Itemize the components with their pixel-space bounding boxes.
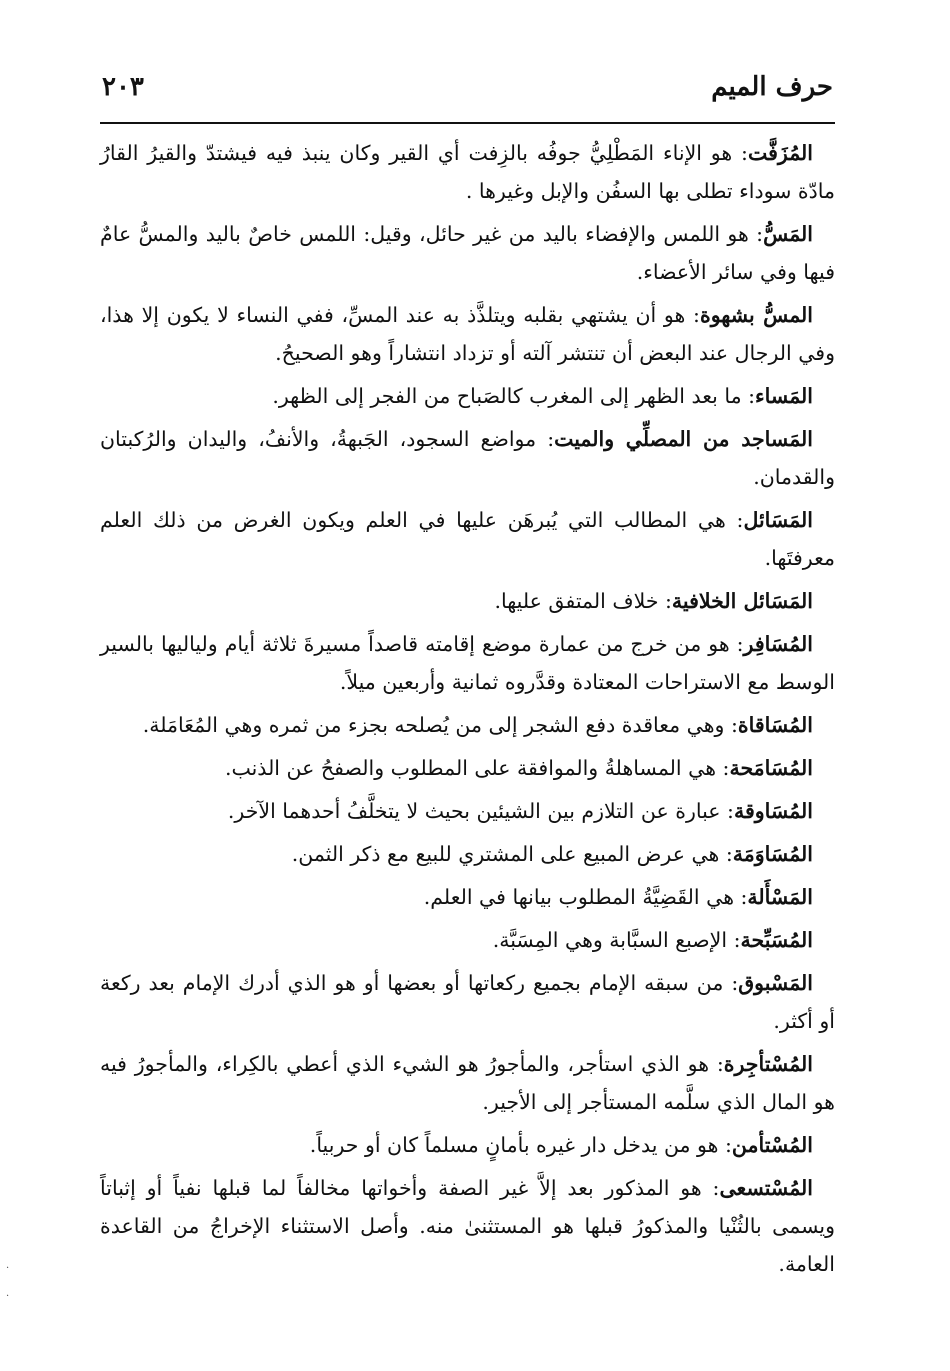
entry-definition: : خلاف المتفق عليها.: [494, 589, 672, 613]
page-header: [100, 72, 835, 124]
entry-definition: : هو المذكور بعد إلاَّ غير الصفة وأخواتها مخالفاً لما قبلها نفياً أو إثباتاً ويسمى بالثُنْيا والمذكورُ قبلها هو المستثنىٰ منه. وأصل الاستثناء الإخراجُ من القاعدة العامة.: [100, 1176, 835, 1276]
entry-term: المَسْأَلة: [747, 885, 813, 909]
entry-term: المَسَائل الخلافية: [671, 589, 813, 613]
entry-definition: : هو اللمس والإفضاء باليد من غير حائل، وقيل: اللمس خاصٌ باليد والمسُّ عامٌ فيها وفي سائر الأعضاء.: [100, 222, 835, 284]
dictionary-entry: [100, 501, 835, 577]
dictionary-entry: [100, 134, 835, 210]
dictionary-entry: [100, 582, 835, 620]
entry-definition: : ما بعد الظهر إلى المغرب كالصَباح من الفجر إلى الظهر.: [272, 384, 756, 408]
entry-term: المُسَبِّحة: [740, 928, 813, 952]
entry-term: المَسُّ: [763, 222, 813, 246]
entry-definition: : هو من يدخل دار غيره بأمانٍ مسلماً كان أو حربياً.: [309, 1133, 732, 1157]
entry-term: المُسْتأمن: [731, 1133, 813, 1157]
entry-term: المَساجد من المصلِّي والميت: [554, 427, 813, 451]
dictionary-entry: [100, 215, 835, 291]
entry-term: المُسَامَحة: [729, 756, 813, 780]
entry-definition: : هو أن يشتهي بقلبه ويتلذَّذ به عند المسِّ، ففي النساء لا يكون إلا هذا، وفي الرجال عند البعض أن تنتشر آلته أو تزداد انتشاراً وهو الصحيحُ.: [100, 303, 835, 365]
entry-term: المَسَائل: [743, 508, 813, 532]
dictionary-entry: [100, 420, 835, 496]
chapter-title: حرف الميم: [711, 72, 833, 102]
entry-definition: : هي المطالب التي يُبرهَن عليها في العلم ويكون الغرض من ذلك العلم معرفتَها.: [100, 508, 835, 570]
scan-edge-marks: [6, 1255, 9, 1311]
document-page: [100, 72, 835, 1288]
dictionary-entry: [100, 964, 835, 1040]
entry-definition: : هو الذي استأجر، والمأجورُ هو الشيء الذي أعطي بالكِراء، والمأجورُ فيه هو المال الذي سلَّمه المستأجر إلى الأجير.: [100, 1052, 835, 1114]
dictionary-entry: [100, 625, 835, 701]
entry-definition: : هو الإناء المَطْلِيُّ جوفُه بالزِفت أي القير وكان ينبذ فيه فيشتدّ والقيرُ القارُ مادّة سوداء تطلى بها السفُن والإبل وغيرها .: [100, 141, 835, 203]
entry-term: المُسَاوقة: [733, 799, 813, 823]
entry-term: المَساء: [755, 384, 813, 408]
entry-definition: : مواضع السجود، الجَبهةُ، والأنفُ، واليدان والرُكبتان والقدمان.: [100, 427, 835, 489]
entry-definition: : وهي معاقدة دفع الشجر إلى من يُصلحه بجزء من ثمره وهي المُعَامَلة.: [142, 713, 738, 737]
entry-term: المُزَفَّت: [747, 141, 813, 165]
entry-definition: : هي عرض المبيع على المشتري للبيع مع ذكر الثمن.: [291, 842, 733, 866]
dictionary-entry: [100, 377, 835, 415]
page-number: ٢٠٣: [102, 72, 144, 102]
entry-definition: : عبارة عن التلازم بين الشيئين بحيث لا يتخلَّفُ أحدهما الآخر.: [227, 799, 734, 823]
dictionary-entry: [100, 296, 835, 372]
entry-definition: : هي القَضِيَّةُ المطلوب بيانها في العلم.: [423, 885, 748, 909]
entry-term: المُسَافِر: [743, 632, 813, 656]
dictionary-entry: [100, 792, 835, 830]
entry-term: المُسَاوَمَة: [732, 842, 813, 866]
dictionary-entry: [100, 921, 835, 959]
entry-definition: : هو من خرج من عمارة موضع إقامته قاصداً مسيرةَ ثلاثة أيام ولياليها بالسير الوسط مع الاستراحات المعتادة وقدَّروه ثمانية وأربعين ميلاً.: [100, 632, 835, 694]
dictionary-entry: [100, 1126, 835, 1164]
dictionary-entry: [100, 1045, 835, 1121]
scan-dot: ·: [6, 1263, 10, 1274]
scan-dot: ·: [6, 1291, 10, 1302]
dictionary-entry: [100, 706, 835, 744]
dictionary-entry: [100, 1169, 835, 1283]
entry-term: المُسَاقاة: [737, 713, 813, 737]
dictionary-entry: [100, 878, 835, 916]
entry-term: المسُّ بشهوة: [699, 303, 813, 327]
dictionary-entry: [100, 835, 835, 873]
entry-definition: : هي المساهلةُ والموافقة على المطلوب والصفحُ عن الذنب.: [224, 756, 730, 780]
entry-term: المُسْتسعى: [719, 1176, 813, 1200]
dictionary-entry: [100, 749, 835, 787]
entry-definition: : الإصبع السبَّابة وهي المِسَبَّة.: [492, 928, 741, 952]
entry-definition: : من سبقه الإمام بجميع ركعاتها أو بعضها أو هو الذي أدرك الإمام بعد ركعة أو أكثر.: [100, 971, 835, 1033]
entry-term: المَسْبوق: [738, 971, 813, 995]
dictionary-entries: [100, 134, 835, 1283]
entry-term: المُسْتأجِرة: [723, 1052, 813, 1076]
